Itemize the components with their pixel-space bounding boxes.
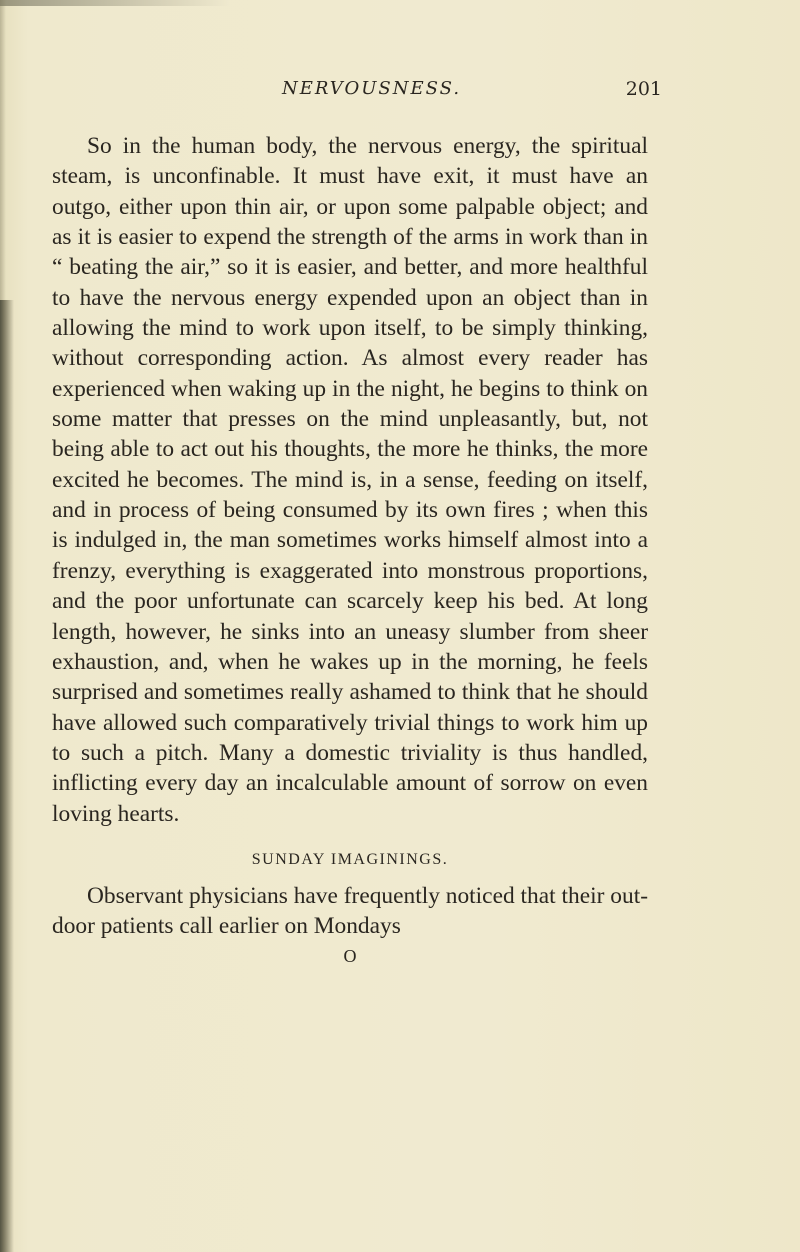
body-paragraph-1: So in the human body, the nervous energy, the spiritual steam, is unconfinable. It must have exit, it must have an outgo, either upon thin air, or upon some palpable object; and as it is easier to expend the strength of the arms in work than in “ beating the air,” so it is easier, and better, and more healthful to have the nervous energy expended upon an object than in allowing the mind to work upon itself, to be simply thinking, without corresponding action. As almost every reader has experienced when waking up in the night, he begins to think on some matter that presses on the mind unpleasantly, but, not being able to act out his thoughts, the more he thinks, the more excited he becomes. The mind is, in a sense, feeding on itself, and in process of being consumed by its own fires ; when this is indulged in, the man sometimes works himself almost into a frenzy, everything is exaggerated into monstrous proportions, and the poor unfortunate can scarcely keep his bed. At long length, however, he sinks into an uneasy slumber from sheer exhaustion, and, when he wakes up in the morning, he feels surprised and sometimes really ashamed to think that he should have allowed such comparatively trivial things to work him up to such a pitch. Many a domestic triviality is thus handled, inflicting every day an incalculable amount of sorrow on even loving hearts. (52, 133, 648, 827)
section-heading: SUNDAY IMAGININGS. (251, 851, 449, 868)
body-paragraph-2: Observant physicians have frequently noticed that their out-door patients call earlier on Mondays (52, 883, 648, 940)
page-number: 201 (625, 78, 662, 100)
top-edge-shadow (0, 0, 230, 6)
signature-mark: O (343, 946, 357, 966)
gutter-shadow (0, 300, 14, 1252)
gutter-shadow-upper (0, 0, 6, 300)
running-head (282, 78, 662, 108)
running-title: NERVOUSNESS. (282, 78, 462, 99)
